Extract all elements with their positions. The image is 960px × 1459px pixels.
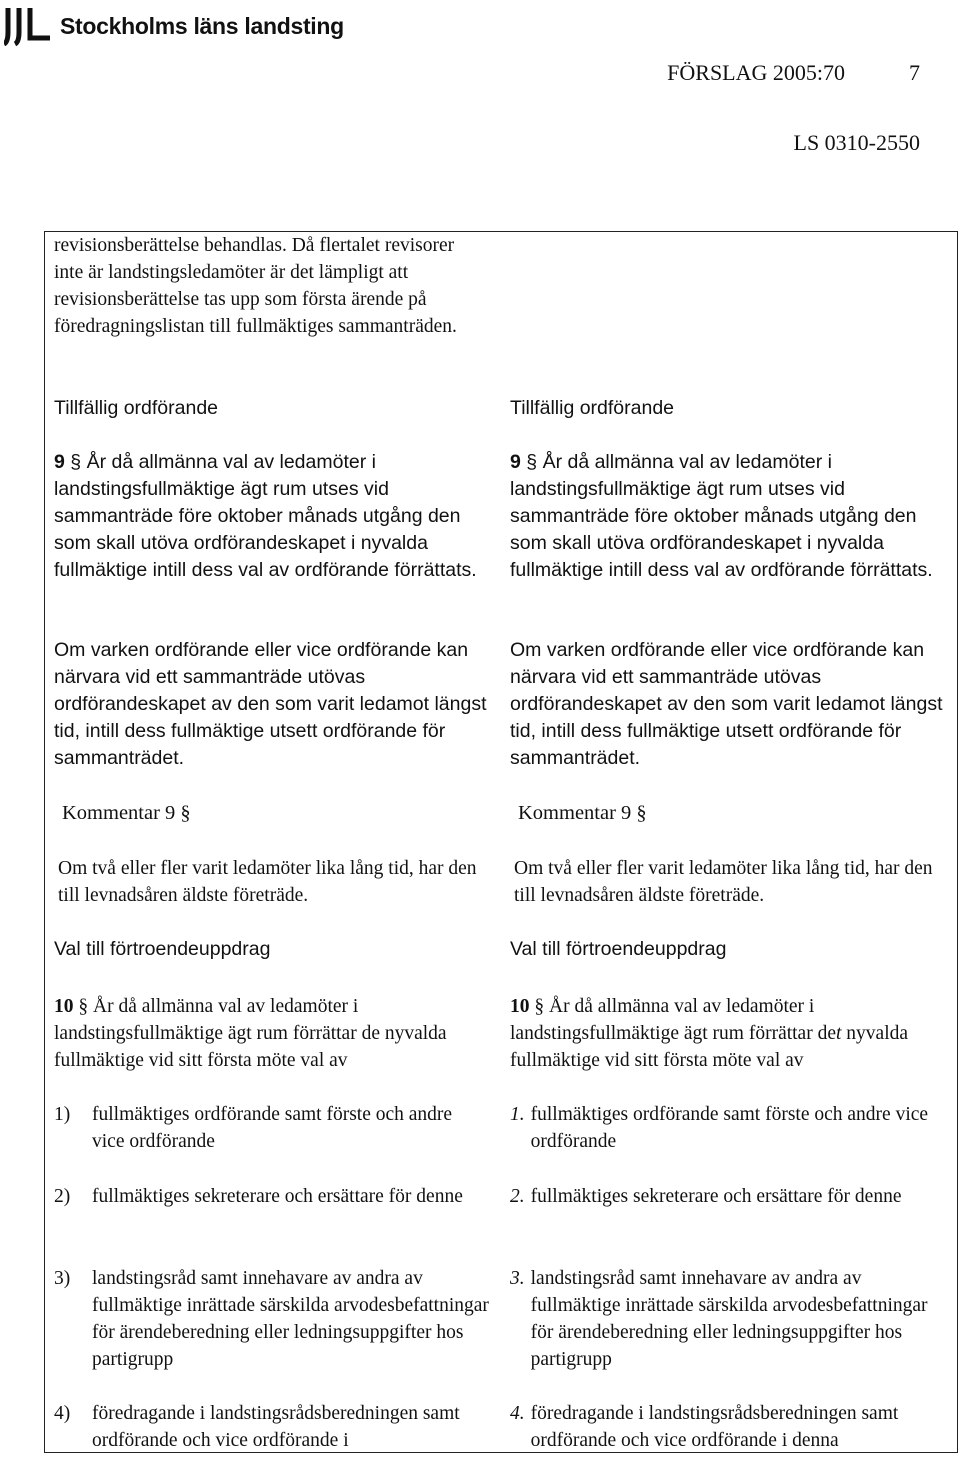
- kommentar-label: Kommentar 9: [518, 802, 632, 824]
- paragraph-10: [510, 993, 955, 1074]
- section-sign: §: [636, 802, 647, 824]
- list-number: 3.: [510, 1268, 525, 1289]
- kommentar-text: Om två eller fler varit ledamöter lika lång tid, har den till levnadsåren äldste företräde.: [514, 858, 933, 906]
- list-number: 3): [54, 1268, 71, 1289]
- list-item: [510, 1265, 950, 1373]
- document-number: FÖRSLAG 2005:70: [667, 60, 845, 85]
- list-text: föredragande i landstingsrådsberedningen samt ordförande och vice ordförande i denna: [530, 1403, 899, 1451]
- list-number: 1.: [510, 1104, 525, 1125]
- list-item: [54, 1400, 494, 1454]
- paragraph-text: nyvalda fullmäktige vid sitt första möte val av: [510, 1023, 909, 1071]
- kommentar-label: Kommentar 9: [62, 802, 176, 824]
- list-item: [510, 1400, 950, 1454]
- section-sign: §: [78, 996, 89, 1017]
- logo-text: Stockholms läns landsting: [60, 12, 344, 39]
- landsting-logo-icon: [4, 6, 54, 46]
- heading-tillfallig: Tillfällig ordförande: [54, 397, 219, 419]
- kommentar-heading: [518, 800, 647, 827]
- paragraph-10: [54, 993, 499, 1074]
- list-item: [510, 1101, 930, 1155]
- list-text: fullmäktiges ordförande samt förste och andre vice ordförande: [92, 1104, 453, 1152]
- paragraph-9-b: Om varken ordförande eller vice ordförande kan närvara vid ett sammanträde utövas ordförandeskapet av den som varit ledamot längst tid, intill dess fullmäktige utsett ordförande för sammanträdet.: [54, 639, 487, 769]
- list-item: [54, 1265, 494, 1373]
- list-number: 2): [54, 1186, 71, 1207]
- paragraph-text: År då allmänna val av ledamöter i landstingsfullmäktige ägt rum förrättar de nyvalda fullmäktige vid sitt första möte val av: [54, 996, 447, 1071]
- page-number: 7: [909, 60, 920, 85]
- section-number: 9: [510, 451, 521, 473]
- heading-tillfallig: Tillfällig ordförande: [510, 397, 675, 419]
- reference-number: LS 0310-2550: [793, 130, 920, 155]
- list-number: 2.: [510, 1186, 525, 1207]
- list-text: fullmäktiges sekreterare och ersättare för denne: [92, 1186, 463, 1207]
- paragraph-9: [54, 449, 499, 584]
- list-number: 4): [54, 1403, 71, 1424]
- paragraph-text: År då allmänna val av ledamöter i landstingsfullmäktige ägt rum utses vid sammanträde före oktober månads utgång den som skall utöva ordförandeskapet i nyvalda fullmäktige intill dess val av ordförande förrättats.: [54, 451, 477, 581]
- list-text: landstingsråd samt innehavare av andra av fullmäktige inrättade särskilda arvodesbefattningar för ärendeberedning eller ledningsuppgifter hos partigrupp: [92, 1268, 489, 1370]
- paragraph-text: År då allmänna val av ledamöter i landstingsfullmäktige ägt rum utses vid sammanträde före oktober månads utgång den som skall utöva ordförandeskapet i nyvalda fullmäktige intill dess val av ordförande förrättats.: [510, 451, 933, 581]
- list-text: fullmäktiges sekreterare och ersättare för denne: [530, 1186, 902, 1207]
- document-title: [667, 60, 920, 86]
- section-sign: §: [526, 451, 538, 473]
- logo: [4, 6, 344, 46]
- heading-val: Val till förtroendeuppdrag: [510, 938, 727, 960]
- paragraph-9-b: Om varken ordförande eller vice ordförande kan närvara vid ett sammanträde utövas ordförandeskapet av den som varit ledamot längst tid, intill dess fullmäktige utsett ordförande för sammanträdet.: [510, 639, 943, 769]
- kommentar-text: Om två eller fler varit ledamöter lika lång tid, har den till levnadsåren äldste företräde.: [58, 858, 477, 906]
- list-item: [54, 1101, 484, 1155]
- intro-paragraph: revisionsberättelse behandlas. Då flertalet revisorer inte är landstingsledamöter är det lämpligt att revisionsberättelse tas upp som första ärende på föredragningslistan till fullmäktiges sammanträden.: [54, 235, 457, 337]
- section-number: 10: [510, 996, 530, 1017]
- paragraph-text-italic: t: [836, 1023, 842, 1044]
- list-item: [510, 1183, 930, 1210]
- section-number: 9: [54, 451, 65, 473]
- kommentar-heading: [62, 800, 191, 827]
- section-number: 10: [54, 996, 74, 1017]
- list-text: fullmäktiges ordförande samt förste och andre vice ordförande: [530, 1104, 929, 1152]
- paragraph-text: År då allmänna val av ledamöter i landstingsfullmäktige ägt rum förrättar de: [510, 996, 836, 1044]
- list-text: landstingsråd samt innehavare av andra av fullmäktige inrättade särskilda arvodesbefattningar för ärendeberedning eller ledningsuppgifter hos partigrupp: [530, 1268, 928, 1370]
- paragraph-9: [510, 449, 955, 584]
- section-sign: §: [534, 996, 545, 1017]
- section-sign: §: [180, 802, 191, 824]
- section-sign: §: [70, 451, 82, 473]
- heading-val: Val till förtroendeuppdrag: [54, 938, 271, 960]
- list-text: föredragande i landstingsrådsberedningen samt ordförande och vice ordförande i: [92, 1403, 460, 1451]
- list-number: 4.: [510, 1403, 525, 1424]
- list-number: 1): [54, 1104, 71, 1125]
- list-item: [54, 1183, 484, 1210]
